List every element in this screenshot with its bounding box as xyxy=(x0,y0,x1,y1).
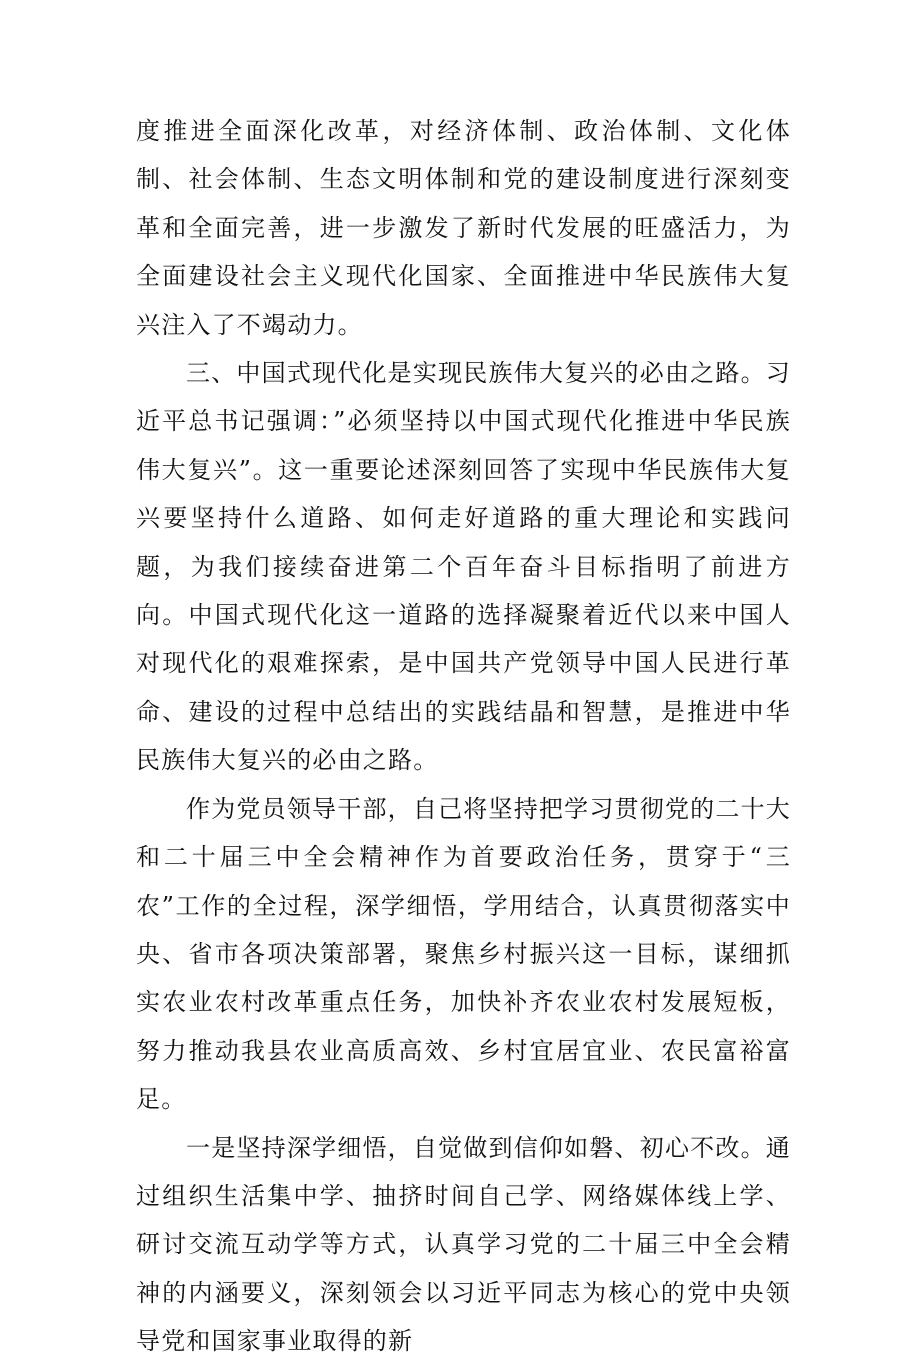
paragraph-party-cadre: 作为党员领导干部，自己将坚持把学习贯彻党的二十大和二十届三中全会精神作为首要政治任务，贯穿于“三农”工作的全过程，深学细悟，学用结合，认真贯彻落实中央、省市各项决策部署，聚焦乡村振兴这一目标，谋细抓实农业农村改革重点任务，加快补齐农业农村发展短板，努力推动我县农业高质高效、乡村宜居宜业、农民富裕富足。 xyxy=(136,794,791,1114)
paragraph-continuation: 度推进全面深化改革，对经济体制、政治体制、文化体制、社会体制、生态文明体制和党的建设制度进行深刻变革和全面完善，进一步激发了新时代发展的旺盛活力，为全面建设社会主义现代化国家、全面推进中华民族伟大复兴注入了不竭动力。 xyxy=(136,117,791,339)
paragraph-section-three: 三、中国式现代化是实现民族伟大复兴的必由之路。习近平总书记强调：”必须坚持以中国式现代化推进中华民族伟大复兴”。这一重要论述深刻回答了实现中华民族伟大复兴要坚持什么道路、如何走好道路的重大理论和实践问题，为我们接续奋进第二个百年奋斗目标指明了前进方向。中国式现代化这一道路的选择凝聚着近代以来中国人对现代化的艰难探索，是中国共产党领导中国人民进行革命、建设的过程中总结出的实践结晶和智慧，是推进中华民族伟大复兴的必由之路。 xyxy=(136,359,791,775)
document-body xyxy=(136,107,791,1366)
paragraph-point-one: 一是坚持深学细悟，自觉做到信仰如磐、初心不改。通过组织生活集中学、抽挤时间自己学、网络媒体线上学、研讨交流互动学等方式，认真学习党的二十届三中全会精神的内涵要义，深刻领会以习近平同志为核心的党中央领导党和国家事业取得的新 xyxy=(136,1133,791,1356)
